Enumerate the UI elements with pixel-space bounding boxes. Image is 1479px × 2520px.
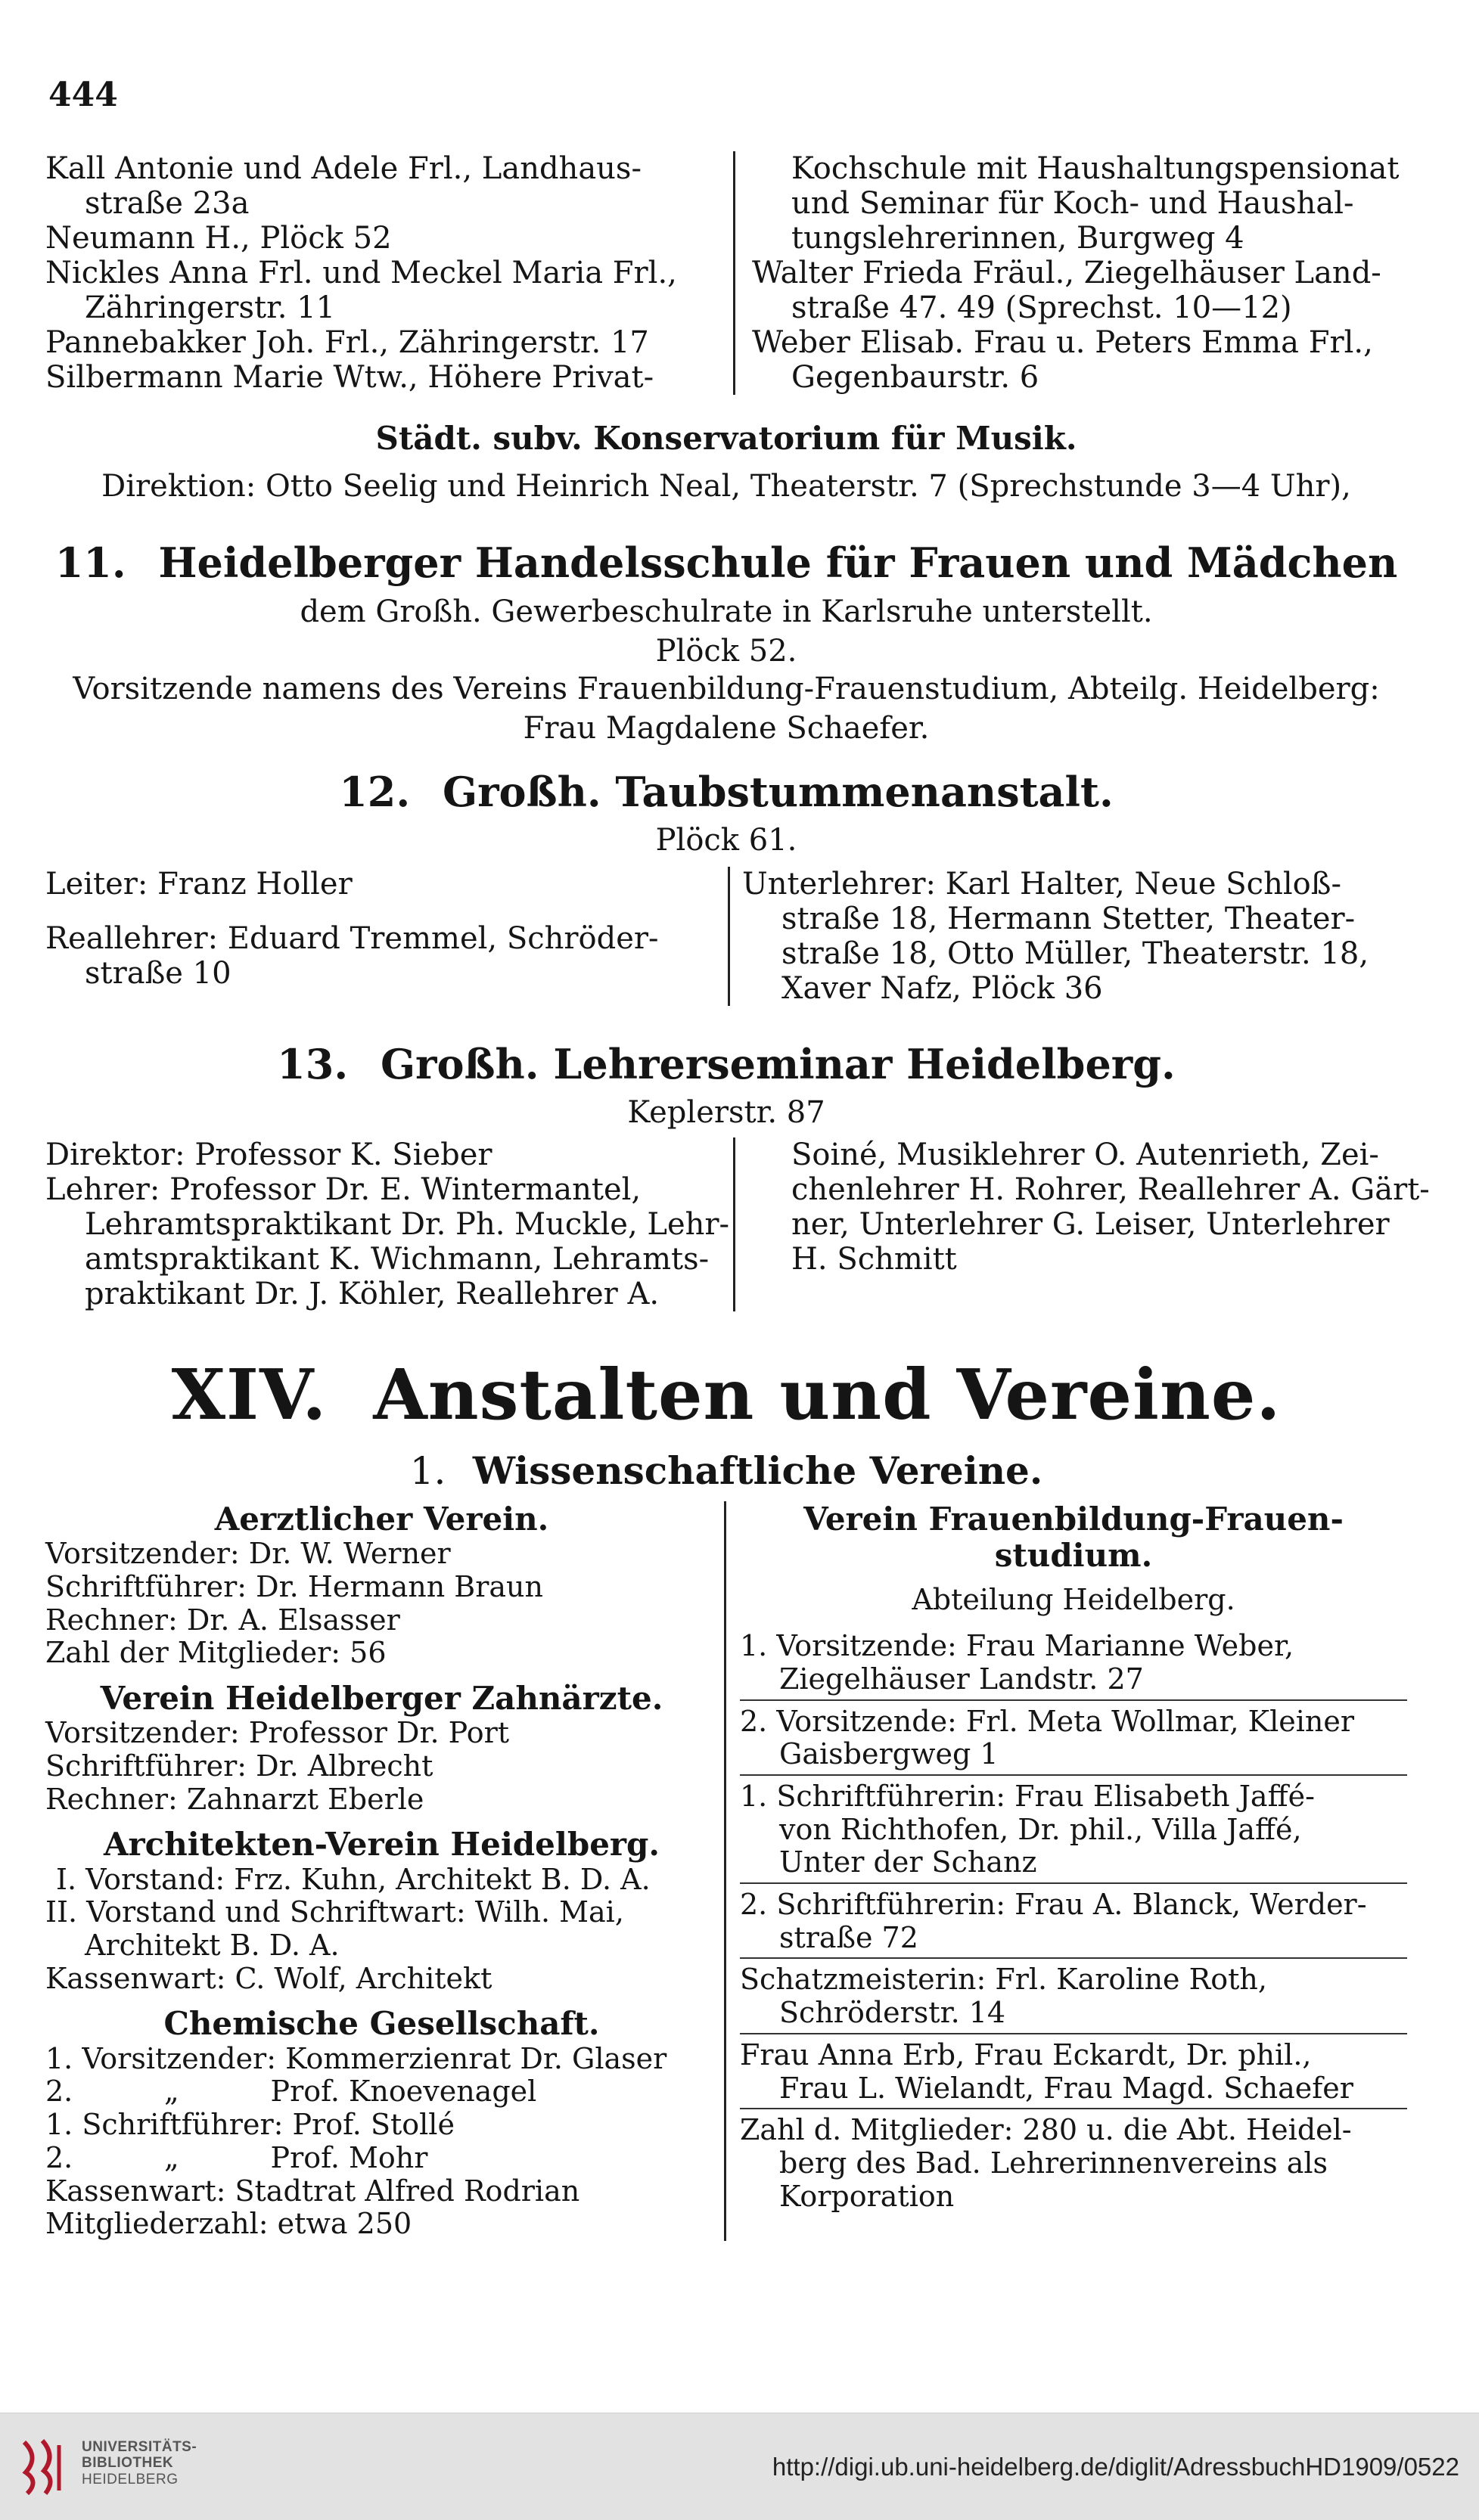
logo-line: UNIVERSITÄTS-	[82, 2439, 197, 2455]
verein-entry	[740, 1705, 1407, 1776]
top-list-right	[735, 151, 1407, 395]
list-item: Pannebakker Joh. Frl., Zähringerstr. 17	[45, 325, 649, 360]
list-item: ner, Unterlehrer G. Leiser, Unterlehrer	[791, 1207, 1390, 1242]
list-item: Kassenwart: C. Wolf, Architekt	[45, 1961, 492, 1995]
section-12-left	[45, 867, 730, 1006]
section-11-heading	[45, 538, 1407, 587]
verein-heading: Verein Frauenbildung-Frauen-	[803, 1501, 1344, 1538]
section-title: Heidelberger Handelsschule für Frauen und Mädchen	[158, 538, 1398, 587]
verein-heading: Aerztlicher Verein.	[214, 1501, 549, 1538]
section-11-line: dem Großh. Gewerbeschulrate in Karlsruhe unterstellt.	[300, 594, 1153, 629]
list-item: 1. Vorsitzender: Kommerzienrat Dr. Glaser	[45, 2041, 667, 2075]
list-item: Schatzmeisterin: Frl. Karoline Roth,	[740, 1963, 1267, 1997]
konservatorium-direktion: Direktion: Otto Seelig und Heinrich Neal, Theaterstr. 7 (Sprechstunde 3—4 Uhr),	[101, 469, 1351, 504]
verein-entry	[740, 1963, 1407, 2034]
list-item: amtspraktikant K. Wichmann, Lehramts-	[85, 1242, 710, 1277]
list-item: Kochschule mit Haushaltungspensionat	[791, 151, 1400, 186]
verein-heading: Chemische Gesellschaft.	[163, 2005, 600, 2043]
logo-line: BIBLIOTHEK	[82, 2455, 174, 2472]
list-item: Walter Frieda Fräul., Ziegelhäuser Land-	[752, 256, 1381, 290]
verein-entry	[740, 1630, 1407, 1700]
chapter-heading	[45, 1354, 1407, 1435]
list-item: Frau Anna Erb, Frau Eckardt, Dr. phil.,	[740, 2037, 1312, 2072]
page-number: 444	[48, 76, 118, 114]
verein-subheading: Abteilung Heidelberg.	[912, 1582, 1235, 1616]
list-item: straße 72	[779, 1920, 918, 1954]
list-item: Rechner: Dr. A. Elsasser	[45, 1603, 400, 1637]
konservatorium-title: Städt. subv. Konservatorium für Musik.	[375, 420, 1077, 457]
list-item: tungslehrerinnen, Burgweg 4	[791, 221, 1244, 256]
list-item: berg des Bad. Lehrerinnenvereins als	[779, 2146, 1328, 2180]
list-item: Schriftführer: Dr. Albrecht	[45, 1749, 433, 1783]
list-item: Korporation	[779, 2179, 955, 2213]
section-number: 12.	[339, 768, 411, 816]
list-item: und Seminar für Koch- und Haushal-	[791, 186, 1354, 221]
verein-heading: Verein Heidelberger Zahnärzte.	[100, 1680, 663, 1718]
list-item: Kassenwart: Stadtrat Alfred Rodrian	[45, 2174, 580, 2208]
subsection-1-heading	[45, 1448, 1407, 1493]
section-11-line: Vorsitzende namens des Vereins Frauenbildung-Frauenstudium, Abteilg. Heidelberg:	[73, 672, 1380, 706]
list-item: Kall Antonie und Adele Frl., Landhaus-	[45, 151, 642, 186]
list-item: Silbermann Marie Wtw., Höhere Privat-	[45, 360, 654, 395]
list-item: straße 18, Hermann Stetter, Theater-	[781, 902, 1356, 936]
top-list-left	[45, 151, 735, 395]
verein-entry	[740, 1780, 1407, 1884]
list-item: Gegenbaurstr. 6	[791, 360, 1039, 395]
list-item: Rechner: Zahnarzt Eberle	[45, 1782, 424, 1816]
digitization-footer	[0, 2413, 1479, 2520]
list-item: Vorsitzender: Dr. W. Werner	[45, 1537, 451, 1571]
list-item: 1. Schriftführer: Prof. Stollé	[45, 2108, 455, 2142]
section-13-address: Keplerstr. 87	[627, 1095, 825, 1130]
list-item: Zähringerstr. 11	[85, 290, 336, 325]
list-item: Reallehrer: Eduard Tremmel, Schröder-	[45, 921, 659, 956]
section-13-columns	[45, 1137, 1430, 1311]
list-item: straße 23a	[85, 186, 250, 221]
library-logo-icon	[17, 2435, 70, 2498]
chapter-title: Anstalten und Vereine.	[373, 1354, 1282, 1435]
section-12-right	[730, 867, 1407, 1006]
section-number: 11.	[54, 538, 126, 587]
list-item: straße 18, Otto Müller, Theaterstr. 18,	[781, 936, 1369, 971]
list-item: praktikant Dr. J. Köhler, Reallehrer A.	[85, 1277, 660, 1311]
verein-entry	[740, 2114, 1407, 2213]
list-item: Zahl der Mitglieder: 56	[45, 1636, 387, 1670]
subsection-title: Wissenschaftliche Vereine.	[472, 1448, 1043, 1493]
list-item: Unterlehrer: Karl Halter, Neue Schloß-	[742, 867, 1341, 902]
list-item: von Richthofen, Dr. phil., Villa Jaffé,	[779, 1812, 1302, 1846]
list-item: Gaisbergweg 1	[779, 1737, 999, 1771]
verein-entry	[740, 2039, 1407, 2109]
section-13-right	[735, 1137, 1430, 1311]
section-12-heading	[45, 768, 1407, 816]
list-item: Mitgliederzahl: etwa 250	[45, 2207, 412, 2241]
list-item: I. Vorstand: Frz. Kuhn, Architekt B. D. A.	[56, 1862, 651, 1896]
section-number: 13.	[277, 1040, 349, 1088]
list-item: II. Vorstand und Schriftwart: Wilh. Mai,	[45, 1895, 624, 1929]
list-item: 1. Vorsitzende: Frau Marianne Weber,	[740, 1629, 1294, 1663]
section-11-line: Plöck 52.	[655, 634, 797, 669]
subsection-number: 1.	[409, 1449, 446, 1493]
library-logo-text	[82, 2439, 197, 2487]
list-item: Vorsitzender: Professor Dr. Port	[45, 1716, 510, 1750]
vereine-columns	[45, 1501, 1407, 2241]
top-list	[45, 151, 1407, 395]
verein-entry	[740, 1888, 1407, 1959]
list-item: Direktor: Professor K. Sieber	[45, 1137, 492, 1172]
list-item: Ziegelhäuser Landstr. 27	[779, 1662, 1144, 1696]
list-item: Lehrer: Professor Dr. E. Wintermantel,	[45, 1172, 642, 1207]
list-item: 1. Schriftführerin: Frau Elisabeth Jaffé-	[740, 1780, 1315, 1814]
list-item: Architekt B. D. A.	[85, 1929, 340, 1963]
list-item: 2. „ Prof. Knoevenagel	[45, 2075, 537, 2109]
list-item: Weber Elisab. Frau u. Peters Emma Frl.,	[752, 325, 1373, 360]
chapter-numeral: XIV.	[171, 1354, 328, 1435]
list-item: H. Schmitt	[791, 1242, 957, 1277]
logo-line: HEIDELBERG	[82, 2471, 179, 2487]
list-item: Lehramtspraktikant Dr. Ph. Muckle, Lehr-	[85, 1207, 730, 1242]
list-item: Frau L. Wielandt, Frau Magd. Schaefer	[779, 2071, 1353, 2105]
section-13-heading	[45, 1040, 1407, 1088]
section-11-line: Frau Magdalene Schaefer.	[523, 711, 930, 746]
section-title: Großh. Taubstummenanstalt.	[442, 768, 1114, 816]
list-item: Schröderstr. 14	[779, 1996, 1006, 2030]
list-item: Zahl d. Mitglieder: 280 u. die Abt. Heidel-	[740, 2113, 1352, 2147]
vereine-right	[726, 1501, 1407, 2241]
source-url-link[interactable]: http://digi.ub.uni-heidelberg.de/diglit/AdressbuchHD1909/0522	[772, 2453, 1459, 2481]
section-12-columns	[45, 867, 1407, 1006]
list-item: Xaver Nafz, Plöck 36	[781, 971, 1103, 1006]
section-title: Großh. Lehrerseminar Heidelberg.	[380, 1040, 1176, 1088]
verein-heading: Architekten-Verein Heidelberg.	[103, 1826, 660, 1864]
list-item: Nickles Anna Frl. und Meckel Maria Frl.,	[45, 256, 677, 290]
list-item: 2. „ Prof. Mohr	[45, 2140, 428, 2174]
list-item: straße 47. 49 (Sprechst. 10—12)	[791, 290, 1292, 325]
list-item: straße 10	[85, 956, 231, 991]
list-item: Soiné, Musiklehrer O. Autenrieth, Zei-	[791, 1137, 1379, 1172]
section-12-address: Plöck 61.	[655, 823, 797, 858]
list-item: 2. Schriftführerin: Frau A. Blanck, Werder-	[740, 1888, 1367, 1922]
list-item: 2. Vorsitzende: Frl. Meta Wollmar, Kleiner	[740, 1704, 1354, 1738]
section-13-left	[45, 1137, 735, 1311]
list-item: chenlehrer H. Rohrer, Reallehrer A. Gärt-	[791, 1172, 1430, 1207]
list-item: Schriftführer: Dr. Hermann Braun	[45, 1569, 543, 1603]
vereine-left	[45, 1501, 726, 2241]
list-item: Neumann H., Plöck 52	[45, 221, 392, 256]
verein-heading: studium.	[994, 1537, 1153, 1575]
list-item: Leiter: Franz Holler	[45, 867, 353, 902]
list-item: Unter der Schanz	[779, 1845, 1037, 1879]
